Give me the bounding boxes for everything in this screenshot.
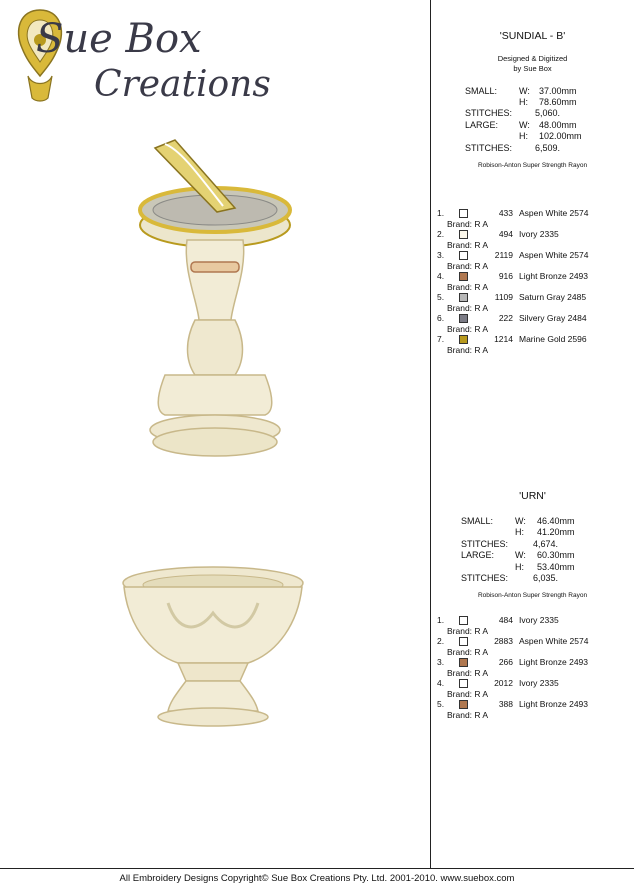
thread-color-swatch [459,335,468,344]
thread-number: 2. [437,636,445,646]
thread-color-swatch [459,209,468,218]
thread-row [431,678,634,689]
thread-row [431,313,634,324]
thread-row [431,250,634,261]
urn-large-w-value: 60.30mm [537,550,575,560]
thread-number: 1. [437,615,445,625]
sundial-small-w-label: W: [519,86,530,96]
sundial-small-stitches-label: STITCHES: [465,108,513,118]
sundial-large-stitches-label: STITCHES: [465,143,513,153]
sundial-embroidery-image [125,130,305,470]
urn-title: 'URN' [519,490,546,502]
sundial-small-label: SMALL: [465,86,498,96]
sundial-large-h-value: 102.00mm [539,131,582,141]
thread-brand-line: Brand: R A [447,709,489,720]
thread-number: 5. [437,292,445,302]
thread-brand-line: Brand: R A [447,667,489,678]
sundial-thread-brand: Robison-Anton Super Strength Rayon [477,162,588,169]
sundial-large-w-value: 48.00mm [539,120,577,130]
thread-code: 1214 [494,334,513,344]
urn-large-stitches-value: 6,035. [533,573,559,583]
thread-color-swatch [459,637,468,646]
sundial-title: 'SUNDIAL - B' [499,30,566,42]
vertical-divider [430,0,431,868]
thread-name: Ivory 2335 [519,615,559,625]
thread-color-swatch [459,272,468,281]
sundial-small-h-value: 78.60mm [539,97,577,107]
thread-number: 6. [437,313,445,323]
thread-brand-line: Brand: R A [447,218,489,229]
urn-thread-list [431,615,634,720]
thread-color-swatch [459,314,468,323]
thread-name: Aspen White 2574 [519,208,589,218]
urn-small-stitches-label: STITCHES: [461,539,509,549]
thread-number: 4. [437,271,445,281]
thread-name: Ivory 2335 [519,229,559,239]
thread-name: Silvery Gray 2484 [519,313,587,323]
urn-small-stitches-value: 4,674. [533,539,559,549]
thread-brand-line: Brand: R A [447,688,489,699]
copyright-footer: All Embroidery Designs Copyright© Sue Box Creations Pty. Ltd. 2001-2010. www.suebox.com [119,873,515,884]
thread-code: 916 [498,271,513,281]
thread-row [431,208,634,219]
thread-number: 2. [437,229,445,239]
sundial-small-h-label: H: [519,97,528,107]
sundial-thread-list [431,208,634,355]
thread-code: 484 [498,615,513,625]
thread-brand-line: Brand: R A [447,260,489,271]
thread-row [431,699,634,710]
thread-name: Aspen White 2574 [519,250,589,260]
thread-name: Ivory 2335 [519,678,559,688]
thread-color-swatch [459,293,468,302]
designed-by-line2: by Sue Box [513,64,552,73]
urn-large-label: LARGE: [461,550,495,560]
sundial-small-stitches-value: 5,060. [535,108,561,118]
thread-code: 222 [498,313,513,323]
thread-name: Saturn Gray 2485 [519,292,587,302]
thread-color-swatch [459,658,468,667]
thread-number: 5. [437,699,445,709]
logo-text-line2: Creations [94,64,271,105]
thread-brand-line: Brand: R A [447,344,489,355]
thread-color-swatch [459,251,468,260]
thread-row [431,271,634,282]
thread-code: 2883 [494,636,513,646]
thread-code: 1109 [494,292,513,302]
urn-large-stitches-label: STITCHES: [461,573,509,583]
urn-small-w-label: W: [515,516,526,526]
thread-brand-line: Brand: R A [447,239,489,250]
urn-large-h-value: 53.40mm [537,562,575,572]
urn-large-h-label: H: [515,562,524,572]
thread-row [431,657,634,668]
urn-embroidery-image [118,563,308,728]
thread-color-swatch [459,230,468,239]
thread-name: Marine Gold 2596 [519,334,587,344]
thread-code: 388 [498,699,513,709]
brand-logo [10,6,270,116]
sundial-large-h-label: H: [519,131,528,141]
urn-small-label: SMALL: [461,516,494,526]
thread-brand-line: Brand: R A [447,646,489,657]
thread-name: Aspen White 2574 [519,636,589,646]
thread-brand-line: Brand: R A [447,323,489,334]
sundial-large-stitches-value: 6,509. [535,143,561,153]
designed-by-line1: Designed & Digitized [497,54,568,63]
thread-number: 4. [437,678,445,688]
urn-small-h-value: 41.20mm [537,527,575,537]
thread-number: 7. [437,334,445,344]
thread-number: 3. [437,250,445,260]
thread-code: 494 [498,229,513,239]
logo-text-line1: Sue Box [36,16,202,62]
thread-row [431,636,634,647]
urn-large-w-label: W: [515,550,526,560]
thread-number: 1. [437,208,445,218]
thread-code: 2119 [494,250,513,260]
sundial-small-w-value: 37.00mm [539,86,577,96]
urn-small-h-label: H: [515,527,524,537]
thread-code: 2012 [494,678,513,688]
sundial-large-label: LARGE: [465,120,499,130]
thread-brand-line: Brand: R A [447,281,489,292]
thread-row [431,615,634,626]
thread-row [431,292,634,303]
thread-name: Light Bronze 2493 [519,699,588,709]
thread-color-swatch [459,700,468,709]
thread-brand-line: Brand: R A [447,302,489,313]
thread-name: Light Bronze 2493 [519,657,588,667]
footer-rule [0,868,634,869]
thread-row [431,334,634,345]
sundial-large-w-label: W: [519,120,530,130]
thread-name: Light Bronze 2493 [519,271,588,281]
thread-code: 433 [498,208,513,218]
urn-thread-brand: Robison-Anton Super Strength Rayon [477,592,588,599]
thread-color-swatch [459,616,468,625]
thread-code: 266 [498,657,513,667]
thread-color-swatch [459,679,468,688]
thread-row [431,229,634,240]
urn-small-w-value: 46.40mm [537,516,575,526]
thread-brand-line: Brand: R A [447,625,489,636]
thread-number: 3. [437,657,445,667]
